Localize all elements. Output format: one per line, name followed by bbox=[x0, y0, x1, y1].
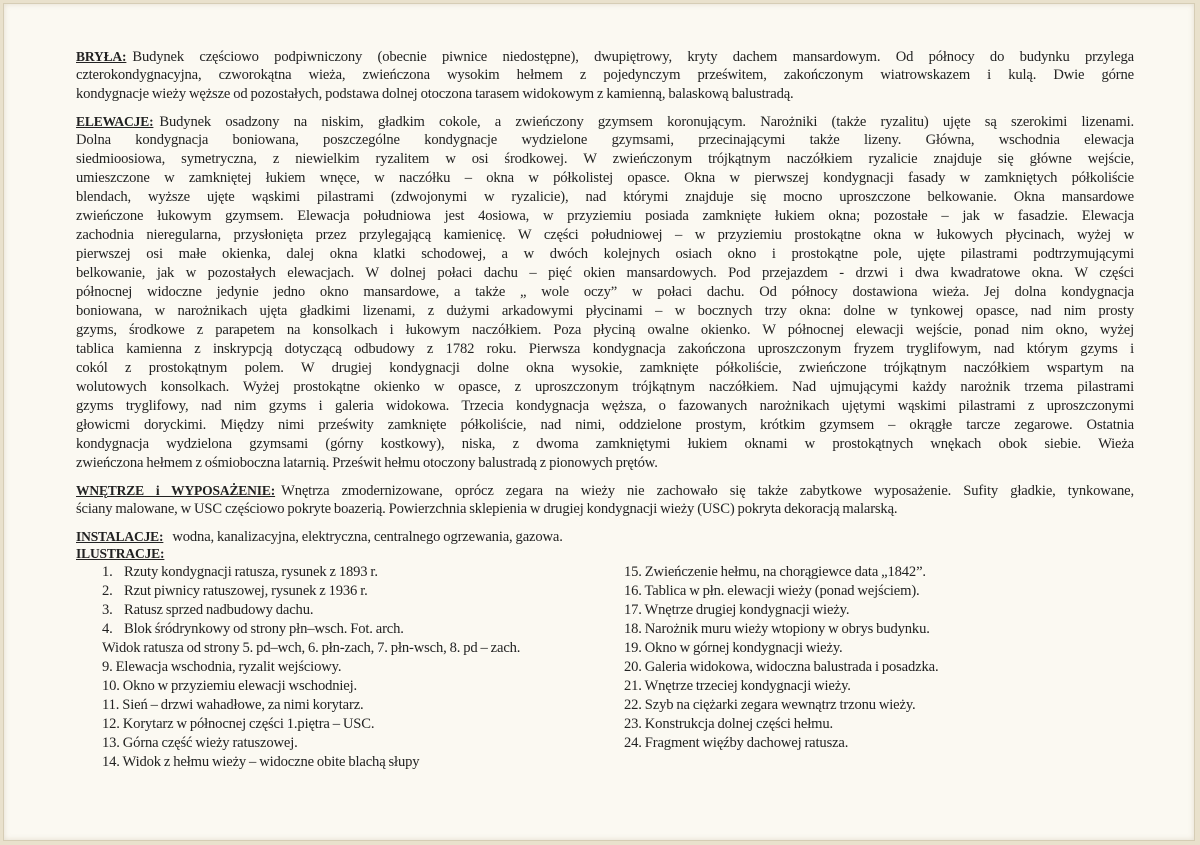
illustration-item bbox=[102, 677, 520, 696]
line-text: cokól z prostokątnym polem. W drugiej kondygnacji dolne okna wysokie, zamknięte półkoliście, zwieńczone trójkątnym naczółkiem wspartym na bbox=[76, 360, 1134, 376]
line-text: wolutowych konsolkach. Wyżej prostokątne okienko w opasce, z uproszczonym trójkątnym naczółkiem. Nad ujmującymi każdy narożnik trzema pilastrami bbox=[76, 379, 1134, 395]
section-bryla bbox=[76, 47, 1134, 104]
section-heading: INSTALACJE: bbox=[76, 529, 164, 544]
item-text: 13. Górna część wieży ratuszowej. bbox=[102, 735, 298, 751]
text-line bbox=[76, 169, 1134, 188]
illustrations-list bbox=[76, 563, 1134, 793]
item-number: 1. bbox=[102, 564, 113, 580]
illustration-item: 22. Szyb na ciężarki zegara wewnątrz trzonu wieży. bbox=[624, 697, 916, 713]
illustration-item bbox=[102, 715, 520, 734]
line-text: głowicmi doryckimi. Między nimi prześwity zamknięte półkoliście, nad nimi, oddzielone prostym, krótkim gzymsem – okrągłe tarcze zegarowe. Ostatnia bbox=[76, 417, 1134, 433]
illustration-item bbox=[102, 601, 520, 620]
item-text: Rzut piwnicy ratuszowej, rysunek z 1936 r. bbox=[124, 583, 368, 599]
illustration-item: 16. Tablica w płn. elewacji wieży (ponad wejściem). bbox=[624, 583, 920, 599]
item-text: Ratusz sprzed nadbudowy dachu. bbox=[124, 602, 314, 618]
line-text: siedmioosiowa, symetryczna, z niewielkim ryzalitem w osi środkowej. W zwieńczonym trójkątnym naczółkiem ryzalicie znajduje się główne wejście, bbox=[76, 151, 1134, 167]
illustration-item bbox=[102, 582, 520, 601]
line-text: gzyms, środkowe z parapetem na konsolkach i łukowym naczółkiem. Poza płyciną owalne okienko. W północnej elewacji wejście, ponad nim okno, wyżej bbox=[76, 322, 1134, 338]
item-number: 4. bbox=[102, 621, 113, 637]
text-line bbox=[76, 150, 1134, 169]
section-ilustracje bbox=[76, 544, 1134, 563]
illustration-item bbox=[102, 753, 520, 772]
text-line bbox=[76, 435, 1134, 454]
text-line bbox=[76, 85, 1134, 104]
item-text: 11. Sień – drzwi wahadłowe, za nimi korytarz. bbox=[102, 697, 364, 713]
line-text: północnej widoczne jedynie jedno okno mansardowe, a także „ wole oczy” w połaci dachu. Od północy dostawiona wieża. Jej dolna kondygnacja bbox=[76, 284, 1134, 300]
illustration-item: 24. Fragment więźby dachowej ratusza. bbox=[624, 735, 849, 751]
text-line bbox=[76, 47, 1134, 66]
line-text: zwieńczone łukowym gzymsem. Elewacja południowa jest 4osiowa, w przyziemiu posiada zamknięte łukiem okna; pozostałe – jak w fasadzie. Elewacja bbox=[76, 208, 1134, 224]
line-text: boniowana, w narożnikach ujęta gładkimi lizenami, z dużymi arkadowymi płycinami – w bocznych trzy okna: dolne w tynkowej opasce, nad nim prosty bbox=[76, 303, 1134, 319]
illustration-item bbox=[102, 734, 520, 753]
text-line bbox=[76, 226, 1134, 245]
document-body bbox=[76, 47, 1134, 793]
line-text: gzyms tryglifowy, nad nim gzyms i galeria widokowa. Trzecia kondygnacja węższa, o fazowanych narożnikach ujętymi wąskimi pilastrami z uproszczonymi bbox=[76, 398, 1134, 414]
item-text: 10. Okno w przyziemiu elewacji wschodniej. bbox=[102, 678, 358, 694]
text-line bbox=[76, 188, 1134, 207]
text-line bbox=[76, 302, 1134, 321]
line-text: Wnętrza zmodernizowane, oprócz zegara na wieży nie zachowało się także zabytkowe wyposażenie. Sufity gładkie, tynkowane, bbox=[281, 483, 1134, 499]
illustration-item: 18. Narożnik muru wieży wtopiony w obrys budynku. bbox=[624, 621, 930, 637]
text-line bbox=[76, 131, 1134, 150]
text-line bbox=[76, 500, 1134, 519]
item-text: 12. Korytarz w północnej części 1.piętra – USC. bbox=[102, 716, 375, 732]
illustration-item: 19. Okno w górnej kondygnacji wieży. bbox=[624, 640, 843, 656]
item-number: 3. bbox=[102, 602, 113, 618]
text-line bbox=[76, 378, 1134, 397]
text-line bbox=[76, 454, 1134, 473]
section-text: wodna, kanalizacyjna, elektryczna, centralnego ogrzewania, gazowa. bbox=[172, 529, 563, 545]
text-line bbox=[76, 283, 1134, 302]
text-line bbox=[76, 264, 1134, 283]
line-text: kondygnacja wydzielona gzymsami (górny kostkowy), niska, z dwoma zamkniętymi łukiem oknami w prostokątnych wnękach obok siebie. Wieża bbox=[76, 436, 1134, 452]
text-line bbox=[76, 321, 1134, 340]
line-text: zwieńczona hełmem z ośmioboczna latarnią. Prześwit hełmu otoczony balustradą z pionowych prętów. bbox=[76, 455, 658, 471]
section-wnetrze bbox=[76, 481, 1134, 519]
illustration-item: 21. Wnętrze trzeciej kondygnacji wieży. bbox=[624, 678, 851, 694]
text-line bbox=[76, 340, 1134, 359]
text-line bbox=[76, 112, 1134, 131]
line-text: kondygnacje wieży węższe od pozostałych, podstawa dolnej otoczona tarasem widokowym z kamienną, balaskową balustradą. bbox=[76, 86, 794, 102]
illustration-item: 23. Konstrukcja dolnej części hełmu. bbox=[624, 716, 834, 732]
item-text: Rzuty kondygnacji ratusza, rysunek z 1893 r. bbox=[124, 564, 378, 580]
line-text: zachodnia nieregularna, przysłonięta przez przylegającą kamienicę. W części południowej – w przyziemiu prostokątne okna w łukowych płycinach, wyżej w bbox=[76, 227, 1134, 243]
text-line bbox=[76, 397, 1134, 416]
section-elewacje bbox=[76, 112, 1134, 473]
text-line bbox=[76, 359, 1134, 378]
item-text: 9. Elewacja wschodnia, ryzalit wejściowy. bbox=[102, 659, 342, 675]
line-text: Budynek częściowo podpiwniczony (obecnie piwnice niedostępne), dwupiętrowy, kryty dachem mansardowym. Od północy do budynku przylega bbox=[132, 49, 1134, 65]
illustration-item: 17. Wnętrze drugiej kondygnacji wieży. bbox=[624, 602, 850, 618]
line-text: tablica kamienna z inskrypcją dotyczącą odbudowy z 1782 roku. Pierwsza kondygnacja zakończona uproszczonym fryzem tryglifowym, nad którym gzyms i bbox=[76, 341, 1134, 357]
line-text: pierwszej osi małe okienka, dalej okna klatki schodowej, a w dwóch kolejnych osiach okno i prostokątne pole, ujęte pilastrami podtrzymującymi bbox=[76, 246, 1134, 262]
illustration-item: 15. Zwieńczenie hełmu, na chorągiewce data „1842”. bbox=[624, 564, 926, 580]
section-heading: ELEWACJE: bbox=[76, 114, 154, 129]
text-line bbox=[76, 481, 1134, 500]
illustration-item bbox=[102, 639, 520, 658]
illustration-item bbox=[102, 620, 520, 639]
section-heading: WNĘTRZE i WYPOSAŻENIE: bbox=[76, 483, 276, 498]
illustrations-right-column bbox=[624, 563, 938, 753]
text-line bbox=[76, 207, 1134, 226]
illustration-item bbox=[102, 563, 520, 582]
item-number: 2. bbox=[102, 583, 113, 599]
item-text: 14. Widok z hełmu wieży – widoczne obite blachą słupy bbox=[102, 754, 420, 770]
text-line bbox=[76, 66, 1134, 85]
item-text: Blok śródrynkowy od strony płn–wsch. Fot. arch. bbox=[124, 621, 404, 637]
line-text: blendach, wyższe ujęte wąskimi pilastrami (zdwojonymi w ryzalicie), nad którymi znajduje się mocno uproszczone belkowanie. Okna mansardowe bbox=[76, 189, 1134, 205]
illustration-item bbox=[102, 658, 520, 677]
text-line bbox=[76, 245, 1134, 264]
line-text: umieszczone w zamkniętej łukiem wnęce, w naczółku – okna w półkolistej opasce. Okna w pierwszej kondygnacji fasady w zamkniętych półkoliście bbox=[76, 170, 1134, 186]
illustration-item: 20. Galeria widokowa, widoczna balustrada i posadzka. bbox=[624, 659, 939, 675]
section-heading: ILUSTRACJE: bbox=[76, 546, 165, 561]
text-line bbox=[76, 416, 1134, 435]
item-text: Widok ratusza od strony 5. pd–wch, 6. płn-zach, 7. płn-wsch, 8. pd – zach. bbox=[102, 640, 521, 656]
line-text: belkowanie, jak w pozostałych elewacjach. W dolnej połaci dachu – pięć okien mansardowych. Pod przejazdem - drzwi i dwa kwadratowe okna. W części bbox=[76, 265, 1134, 281]
illustration-item bbox=[102, 696, 520, 715]
line-text: Budynek osadzony na niskim, gładkim cokole, a zwieńczony gzymsem koronującym. Narożniki (także ryzalitu) ujęte są szerokimi lizenami. bbox=[159, 114, 1134, 130]
line-text: Dolna kondygnacja boniowana, poszczególne kondygnacje wydzielone gzymsami, przecinającymi także lizeny. Główna, wschodnia elewacja bbox=[76, 132, 1134, 148]
illustrations-left-column bbox=[102, 563, 520, 772]
section-heading: BRYŁA: bbox=[76, 49, 127, 64]
document-sheet bbox=[3, 3, 1195, 841]
line-text: czterokondygnacyjna, czworokątna wieża, zwieńczona wysokim hełmem z pojedynczym prześwitem, zakończonym wiatrowskazem i kulą. Dwie górne bbox=[76, 67, 1134, 83]
line-text: ściany malowane, w USC częściowo pokryte boazerią. Powierzchnia sklepienia w drugiej kondygnacji wieży (USC) pokryta dekoracją malarską. bbox=[76, 501, 898, 517]
